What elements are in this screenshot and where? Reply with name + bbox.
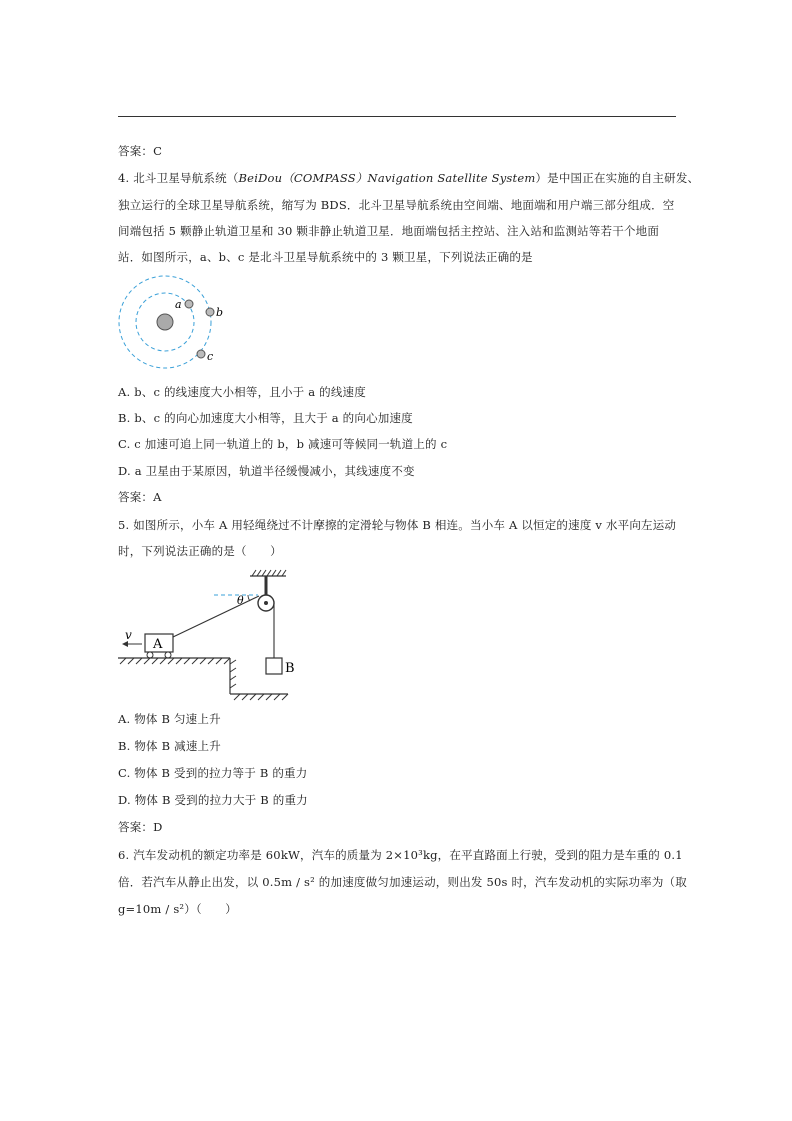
q5-option-c: C. 物体 B 受到的拉力等于 B 的重力 — [118, 766, 308, 780]
q4-option-b: B. b、c 的向心加速度大小相等，且大于 a 的向心加速度 — [118, 411, 413, 425]
q6-stem-line-3: g=10m / s²）（ ） — [118, 902, 237, 916]
q4-stem-1a: 4. 北斗卫星导航系统（ — [118, 171, 239, 185]
ground-hatch-lower — [234, 694, 288, 700]
label-c: c — [207, 350, 214, 363]
q4-stem-line-4: 站．如图所示，a、b、c 是北斗卫星导航系统中的 3 颗卫星，下列说法正确的是 — [118, 250, 533, 264]
q6-stem-line-1: 6. 汽车发动机的额定功率是 60kW，汽车的质量为 2×10³kg，在平直路面上行驶，受到的阻力是车重的 0.1 — [118, 848, 683, 862]
pulley-figure — [118, 566, 298, 702]
q5-option-a: A. 物体 B 匀速上升 — [118, 712, 221, 726]
q4-option-d: D. a 卫星由于某原因，轨道半径缓慢减小，其线速度不变 — [118, 464, 415, 478]
theta-label: θ — [237, 594, 244, 607]
header-rule — [118, 116, 676, 117]
q4-stem-line-3: 间端包括 5 颗静止轨道卫星和 30 颗非静止轨道卫星．地面端包括主控站、注入站和监测站等若干个地面 — [118, 224, 660, 238]
satellite-a — [185, 300, 193, 308]
q6-stem-line-2: 倍．若汽车从静止出发，以 0.5m / s² 的加速度做匀加速运动，则出发 50s 时，汽车发动机的实际功率为（取 — [118, 875, 687, 889]
q4-stem-line-1 — [118, 171, 699, 185]
satellite-b — [206, 308, 214, 316]
block-b — [266, 658, 282, 674]
q4-option-a: A. b、c 的线速度大小相等，且小于 a 的线速度 — [118, 385, 366, 399]
ceiling-hatch — [252, 570, 286, 576]
q5-option-b: B. 物体 B 减速上升 — [118, 739, 221, 753]
q5-option-d: D. 物体 B 受到的拉力大于 B 的重力 — [118, 793, 308, 807]
wall-hatch — [230, 660, 236, 688]
q5-stem-line-2: 时，下列说法正确的是（ ） — [118, 544, 282, 558]
orbit-figure — [112, 270, 232, 380]
block-b-label: B — [285, 661, 295, 676]
velocity-label: v — [125, 628, 132, 642]
cart-a-label: A — [153, 637, 163, 652]
label-b: b — [216, 306, 224, 319]
q4-stem-1b: BeiDou（COMPASS）Navigation Satellite System — [238, 171, 536, 185]
earth — [157, 314, 173, 330]
satellite-c — [197, 350, 205, 358]
q5-stem-line-1: 5. 如图所示，小车 A 用轻绳绕过不计摩擦的定滑轮与物体 B 相连。当小车 A 以恒定的速度 v 水平向左运动 — [118, 518, 677, 532]
q3-answer: 答案：C — [118, 144, 163, 158]
q4-stem-line-2: 独立运行的全球卫星导航系统，缩写为 BDS．北斗卫星导航系统由空间端、地面端和用户端三部分组成．空 — [118, 198, 675, 212]
q5-answer: 答案：D — [118, 820, 163, 834]
label-a: a — [175, 298, 182, 311]
q4-option-c: C. c 加速可追上同一轨道上的 b，b 减速可等候同一轨道上的 c — [118, 437, 448, 451]
rope-to-cart — [173, 596, 259, 637]
ground-hatch-upper — [120, 658, 230, 664]
q4-stem-1c: ）是中国正在实施的自主研发、 — [535, 171, 700, 185]
q4-answer: 答案：A — [118, 490, 162, 504]
